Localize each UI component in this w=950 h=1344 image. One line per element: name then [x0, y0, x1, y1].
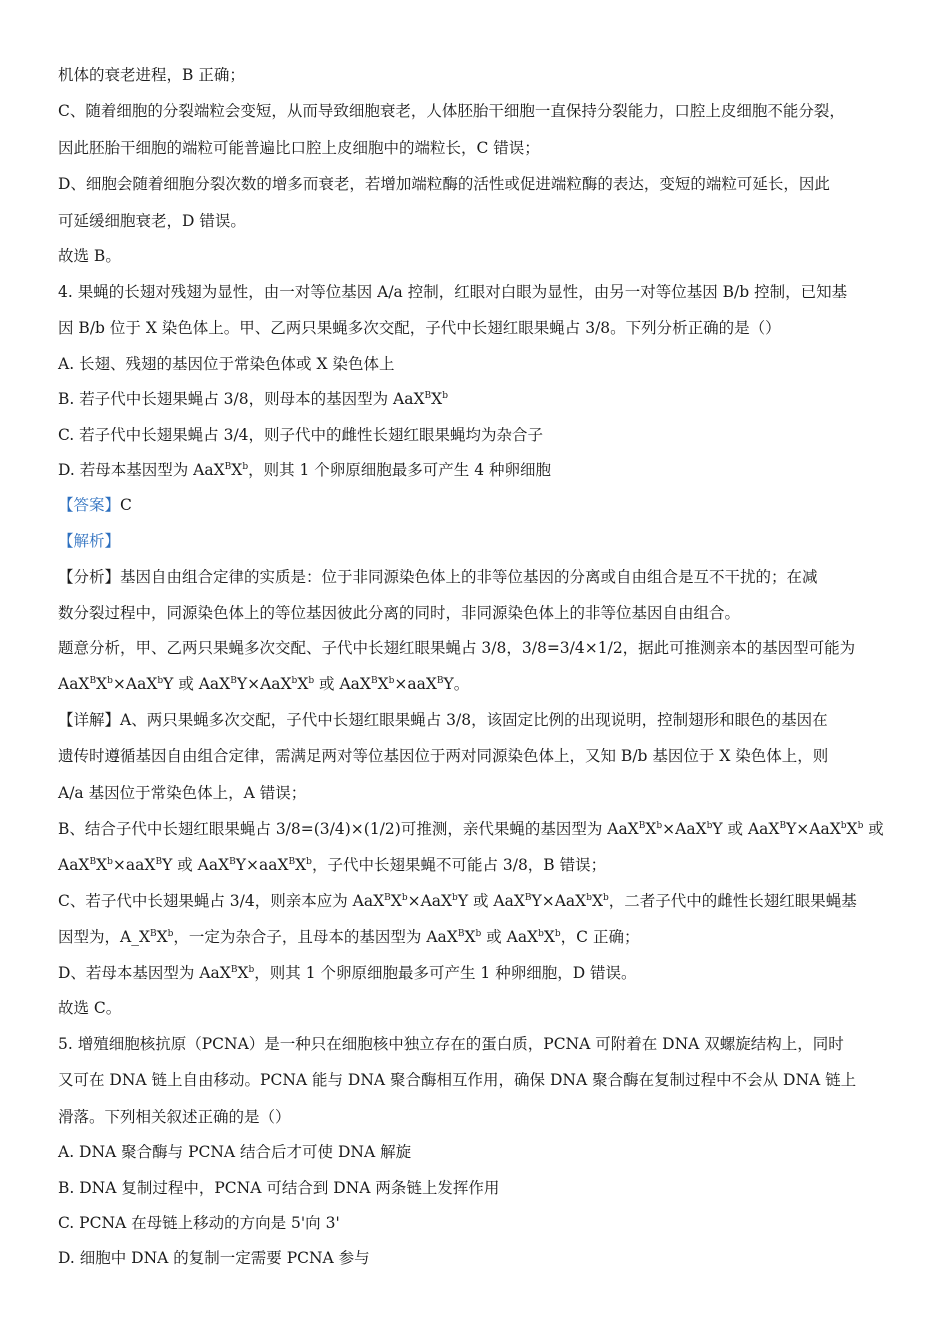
text-line: 故选 B。	[58, 247, 121, 265]
answer-line: 【答案】C	[58, 496, 132, 514]
text-line: 可延缓细胞衰老，D 错误。	[58, 212, 246, 230]
text-line: C、随着细胞的分裂端粒会变短，从而导致细胞衰老，人体胚胎干细胞一直保持分裂能力，口腔上皮细胞不能分裂，	[58, 102, 845, 120]
text-line: 数分裂过程中，同源染色体上的等位基因彼此分离的同时，非同源染色体上的非等位基因自由组合。	[58, 604, 741, 622]
option-c: C. 若子代中长翅果蝇占 3/4，则子代中的雌性长翅红眼果蝇均为杂合子	[58, 426, 544, 444]
question-5-stem: 又可在 DNA 链上自由移动。PCNA 能与 DNA 聚合酶相互作用，确保 DNA 聚合酶在复制过程中不会从 DNA 链上	[58, 1071, 857, 1089]
option-a: A. 长翅、残翅的基因位于常染色体或 X 染色体上	[58, 355, 395, 373]
text-line: 机体的衰老进程，B 正确；	[58, 66, 245, 84]
question-4-stem: 4. 果蝇的长翅对残翅为显性，由一对等位基因 A/a 控制，红眼对白眼为显性，由另一对等位基因 B/b 控制，已知基	[58, 283, 848, 301]
text-line: 故选 C。	[58, 999, 122, 1017]
question-4-stem: 因 B/b 位于 X 染色体上。甲、乙两只果蝇多次交配，子代中长翅红眼果蝇占 3/8。下列分析正确的是（）	[58, 319, 781, 337]
text-line: 遗传时遵循基因自由组合定律，需满足两对等位基因位于两对同源染色体上，又知 B/b 基因位于 X 染色体上，则	[58, 747, 829, 765]
option-a: A. DNA 聚合酶与 PCNA 结合后才可使 DNA 解旋	[58, 1143, 412, 1161]
analysis-heading: 【解析】	[58, 532, 121, 550]
text-line: 【详解】A、两只果蝇多次交配，子代中长翅红眼果蝇占 3/8，该固定比例的出现说明，控制翅形和眼色的基因在	[58, 711, 828, 729]
text-line: D、若母本基因型为 $AaX^BX^b$，则其 1 个卵原细胞最多可产生 1 种卵细胞，D 错误。	[58, 964, 637, 982]
text-line: $AaX^BX^b\times aaX^BY$ 或 $AaX^BY\times aaX^BX^b$，子代中长翅果蝇不可能占 3/8，B 错误；	[58, 856, 607, 874]
text-line: A/a 基因位于常染色体上，A 错误；	[58, 784, 307, 802]
text-line: B、结合子代中长翅红眼果蝇占 3/8=(3/4)×(1/2)可推测，亲代果蝇的基因型为 $AaX^BX^b\times AaX^bY$ 或 $AaX^BY\times AaX^bX^b$ 或	[58, 820, 884, 838]
text-line: 【分析】基因自由组合定律的实质是：位于非同源染色体上的非等位基因的分离或自由组合是互不干扰的；在减	[58, 568, 818, 586]
text-line: 因此胚胎干细胞的端粒可能普遍比口腔上皮细胞中的端粒长，C 错误；	[58, 139, 540, 157]
option-b: B. DNA 复制过程中，PCNA 可结合到 DNA 两条链上发挥作用	[58, 1179, 500, 1197]
text-line: D、细胞会随着细胞分裂次数的增多而衰老，若增加端粒酶的活性或促进端粒酶的表达，变短的端粒可延长，因此	[58, 175, 830, 193]
question-5-stem: 5. 增殖细胞核抗原（PCNA）是一种只在细胞核中独立存在的蛋白质，PCNA 可附着在 DNA 双螺旋结构上，同时	[58, 1035, 844, 1053]
text-line: C、若子代中长翅果蝇占 3/4，则亲本应为 $AaX^BX^b\times AaX^bY$ 或 $AaX^BY\times AaX^bX^b$，二者子代中的雌性长翅红眼果蝇基	[58, 892, 857, 910]
option-c: C. PCNA 在母链上移动的方向是 5'向 3'	[58, 1214, 340, 1232]
text-line: 因型为，$A\_X^BX^b$，一定为杂合子，且母本的基因型为 $AaX^BX^b$ 或 $AaX^bX^b$，C 正确；	[58, 928, 640, 946]
text-line: $AaX^BX^b\times AaX^bY$ 或 $AaX^BY\times AaX^bX^b$ 或 $AaX^BX^b\times aaX^BY$。	[58, 675, 470, 693]
text-line: 题意分析，甲、乙两只果蝇多次交配、子代中长翅红眼果蝇占 3/8，3/8=3/4×1/2，据此可推测亲本的基因型可能为	[58, 639, 856, 657]
question-5-stem: 滑落。下列相关叙述正确的是（）	[58, 1108, 291, 1126]
option-d: D. 若母本基因型为 $AaX^BX^b$，则其 1 个卵原细胞最多可产生 4 种卵细胞	[58, 461, 552, 479]
option-d: D. 细胞中 DNA 的复制一定需要 PCNA 参与	[58, 1249, 370, 1267]
option-b: B. 若子代中长翅果蝇占 3/8，则母本的基因型为 $AaX^BX^b$	[58, 390, 448, 408]
